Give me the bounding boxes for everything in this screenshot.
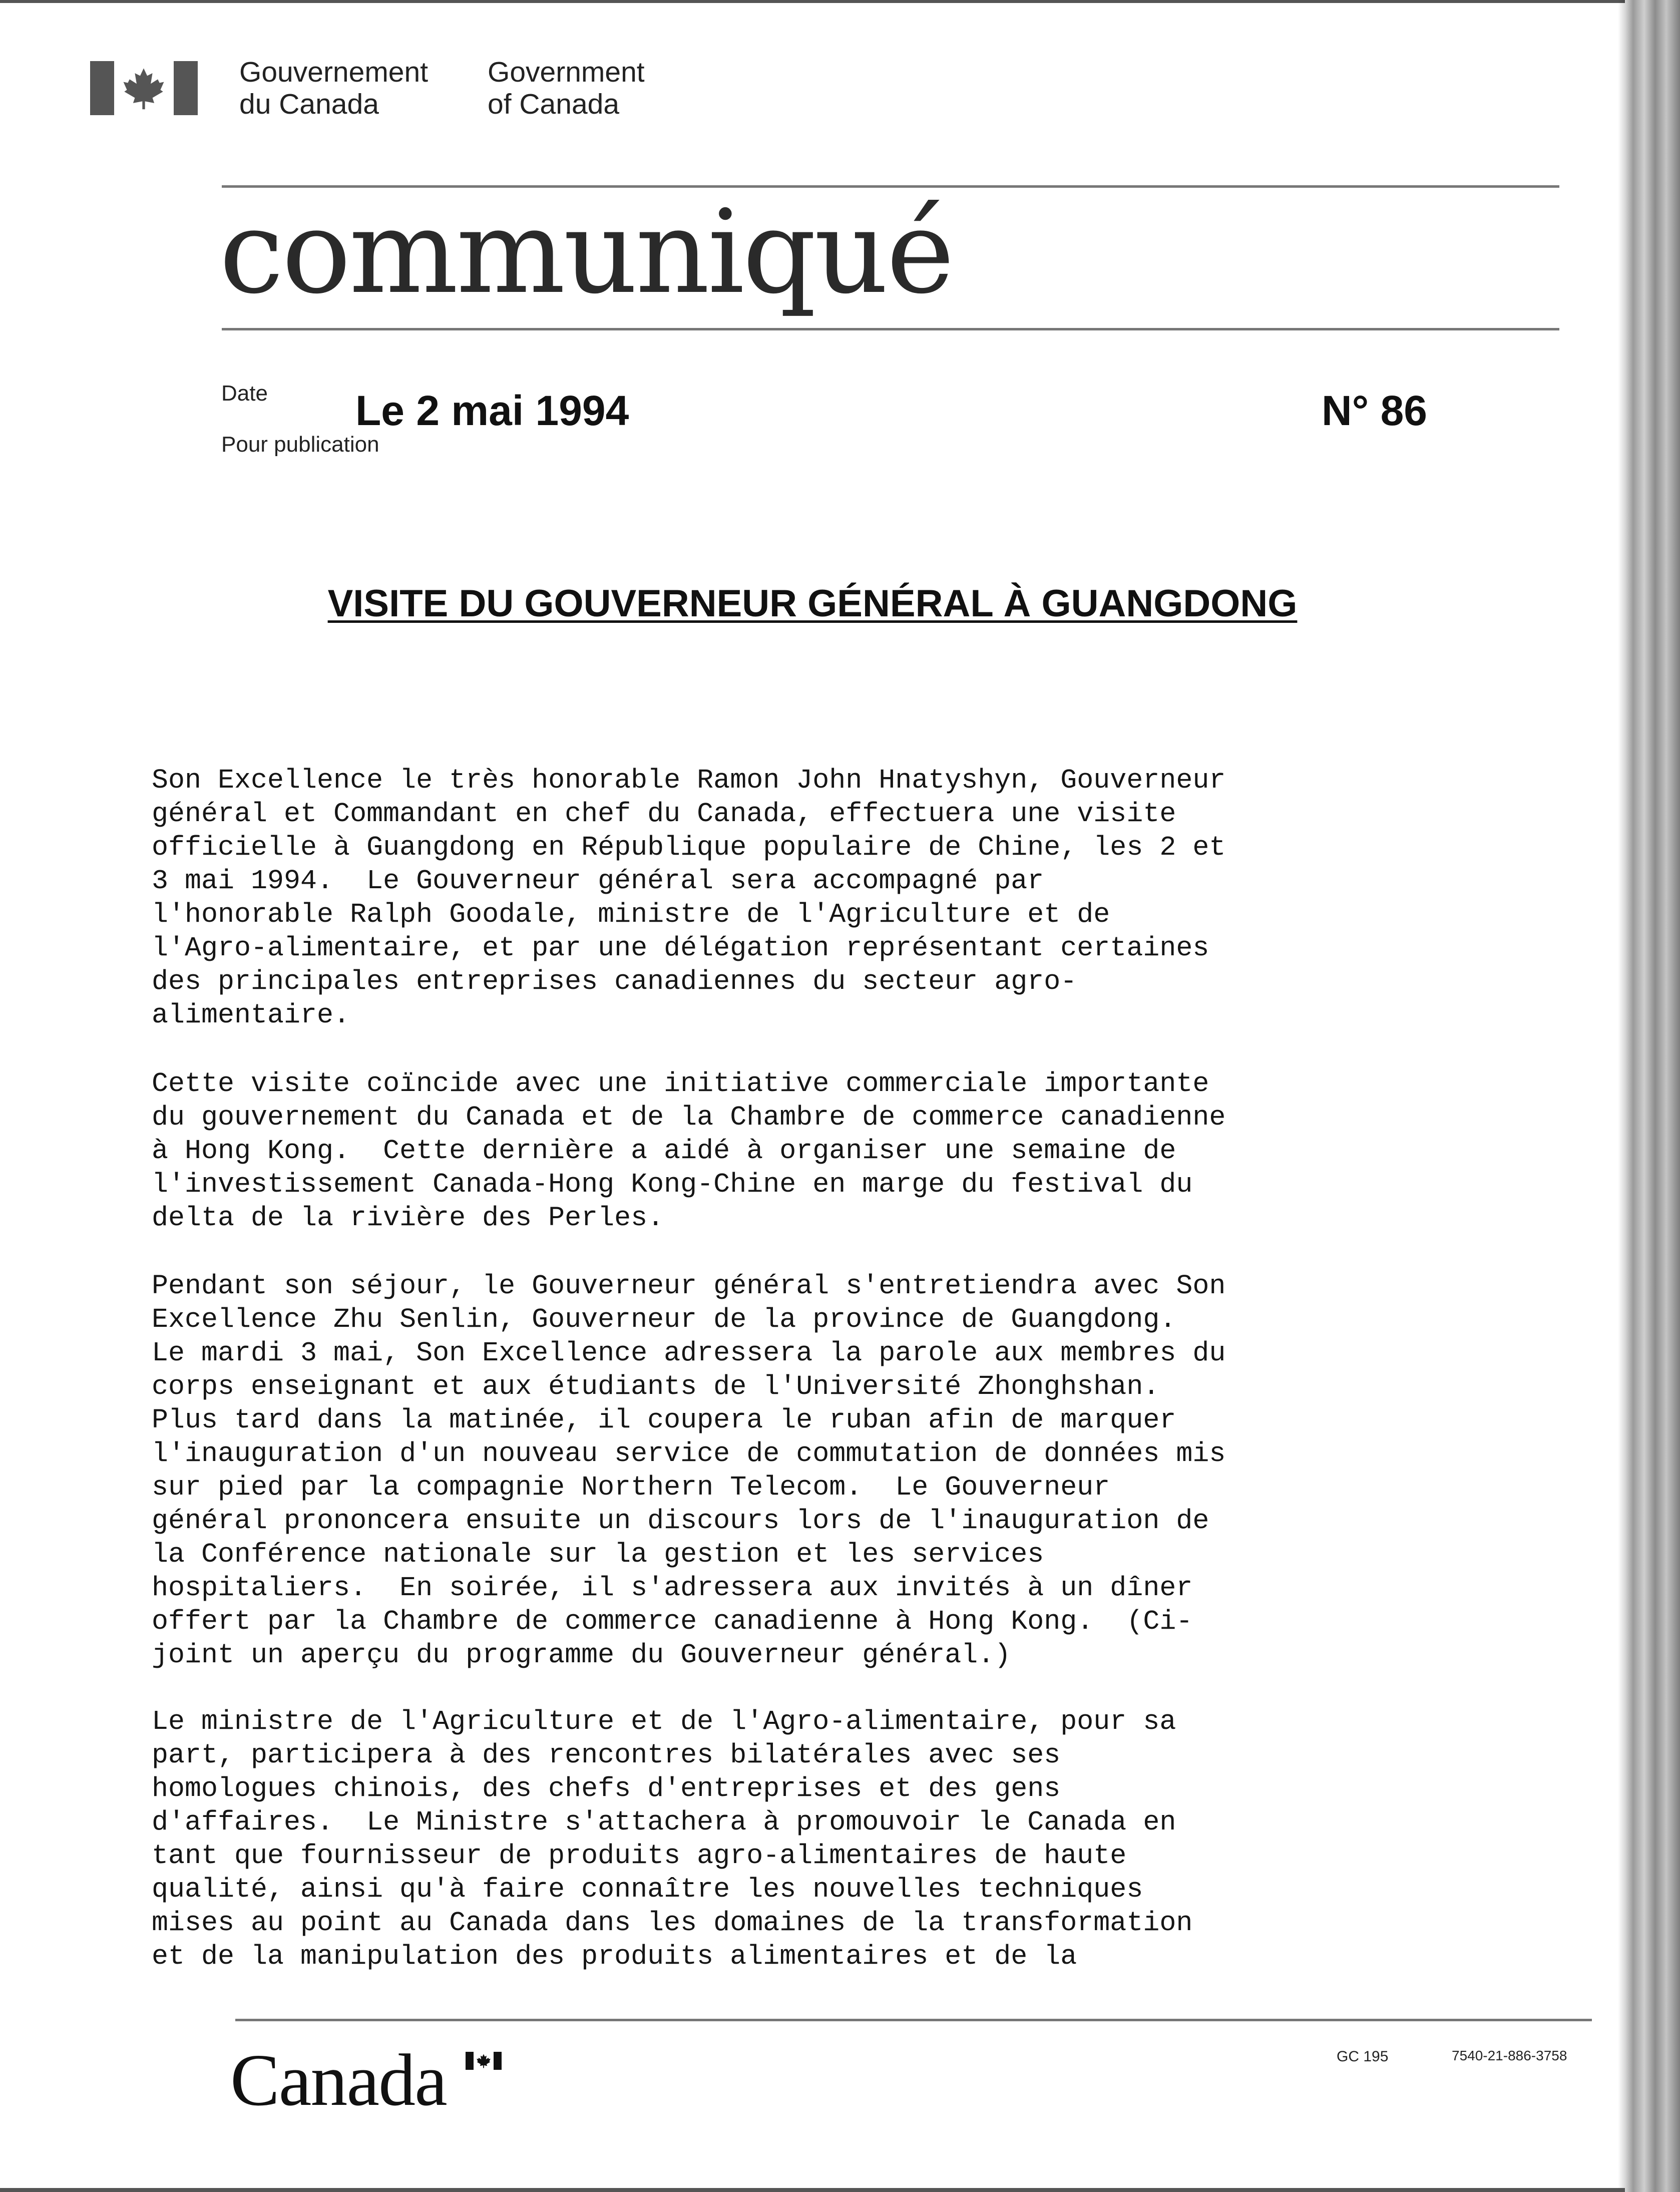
government-name-french	[239, 56, 428, 120]
publication-label: Pour publication	[221, 432, 379, 457]
canada-wordmark: Canada	[230, 2039, 447, 2121]
wordmark-flag-left-bar	[466, 2052, 474, 2070]
date-label: Date	[221, 381, 268, 406]
page-bottom-border	[0, 2188, 1625, 2192]
wordmark-maple-leaf-icon	[476, 2053, 492, 2068]
headline-text: VISITE DU GOUVERNEUR GÉNÉRAL À GUANGDONG	[327, 582, 1298, 625]
gov-en-line-1: Government	[488, 56, 645, 88]
maple-leaf-icon	[121, 66, 166, 110]
flag-right-bar	[174, 61, 198, 115]
page-edge-shadow	[1625, 0, 1680, 2192]
canada-flag-symbol	[90, 61, 198, 115]
gov-fr-line-1: Gouvernement	[239, 56, 429, 88]
government-name-english	[488, 56, 645, 120]
paragraph-3: Pendant son séjour, le Gouverneur général s'entretiendra avec Son Excellence Zhu Senlin, Gouverneur de la province de Guangdong. Le mardi 3 mai, Son Excellence adressera la parole aux membres du corps enseignant et aux étudiants de l'Université Zhonghshan. Plus tard dans la matinée, il coupera le ruban afin de marquer l'inauguration d'un nouveau service de commutation de données mis sur pied par la compagnie Northern Telecom. Le Gouverneur général prononcera ensuite un discours lors de l'inauguration de la Conférence nationale sur la gestion et les services hospitaliers. En soirée, il s'adressera aux invités à un dîner offert par la Chambre de commerce canadienne à Hong Kong. (Ci- joint un aperçu du programme du Gouverneur général.)	[152, 1270, 1226, 1671]
release-number: N° 86	[1322, 387, 1428, 434]
page-top-border	[0, 0, 1625, 3]
masthead-bottom-rule	[222, 328, 1559, 330]
footer-rule	[235, 2019, 1592, 2021]
wordmark-flag-right-bar	[494, 2052, 502, 2070]
release-date: Le 2 mai 1994	[355, 387, 629, 434]
gov-fr-line-2: du Canada	[239, 88, 379, 120]
form-code: GC 195	[1337, 2048, 1389, 2065]
headline	[0, 582, 1625, 626]
paragraph-2: Cette visite coïncide avec une initiative commerciale importante du gouvernement du Canada et de la Chambre de commerce canadienne à Hong Kong. Cette dernière a aidé à organiser une semaine de l'investissement Canada-Hong Kong-Chine en marge du festival du delta de la rivière des Perles.	[152, 1068, 1226, 1234]
flag-left-bar	[90, 61, 114, 115]
wordmark-flag-icon	[466, 2052, 502, 2070]
paragraph-4: Le ministre de l'Agriculture et de l'Agro-alimentaire, pour sa part, participera à des rencontres bilatérales avec ses homologues chinois, des chefs d'entreprises et des gens d'affaires. Le Ministre s'attachera à promouvoir le Canada en tant que fournisseur de produits agro-alimentaires de haute qualité, ainsi qu'à faire connaître les nouvelles techniques mises au point au Canada dans les domaines de la transformation et de la manipulation des produits alimentaires et de la	[152, 1706, 1193, 1972]
paragraph-1: Son Excellence le très honorable Ramon John Hnatyshyn, Gouverneur général et Commandant en chef du Canada, effectuera une visite officielle à Guangdong en République populaire de Chine, les 2 et 3 mai 1994. Le Gouverneur général sera accompagné par l'honorable Ralph Goodale, ministre de l'Agriculture et de l'Agro-alimentaire, et par une délégation représentant certaines des principales entreprises canadiennes du secteur agro- alimentaire.	[152, 765, 1226, 1031]
stock-number: 7540-21-886-3758	[1452, 2048, 1567, 2063]
masthead-title: communiqué	[219, 186, 953, 319]
gov-en-line-2: of Canada	[488, 88, 620, 120]
